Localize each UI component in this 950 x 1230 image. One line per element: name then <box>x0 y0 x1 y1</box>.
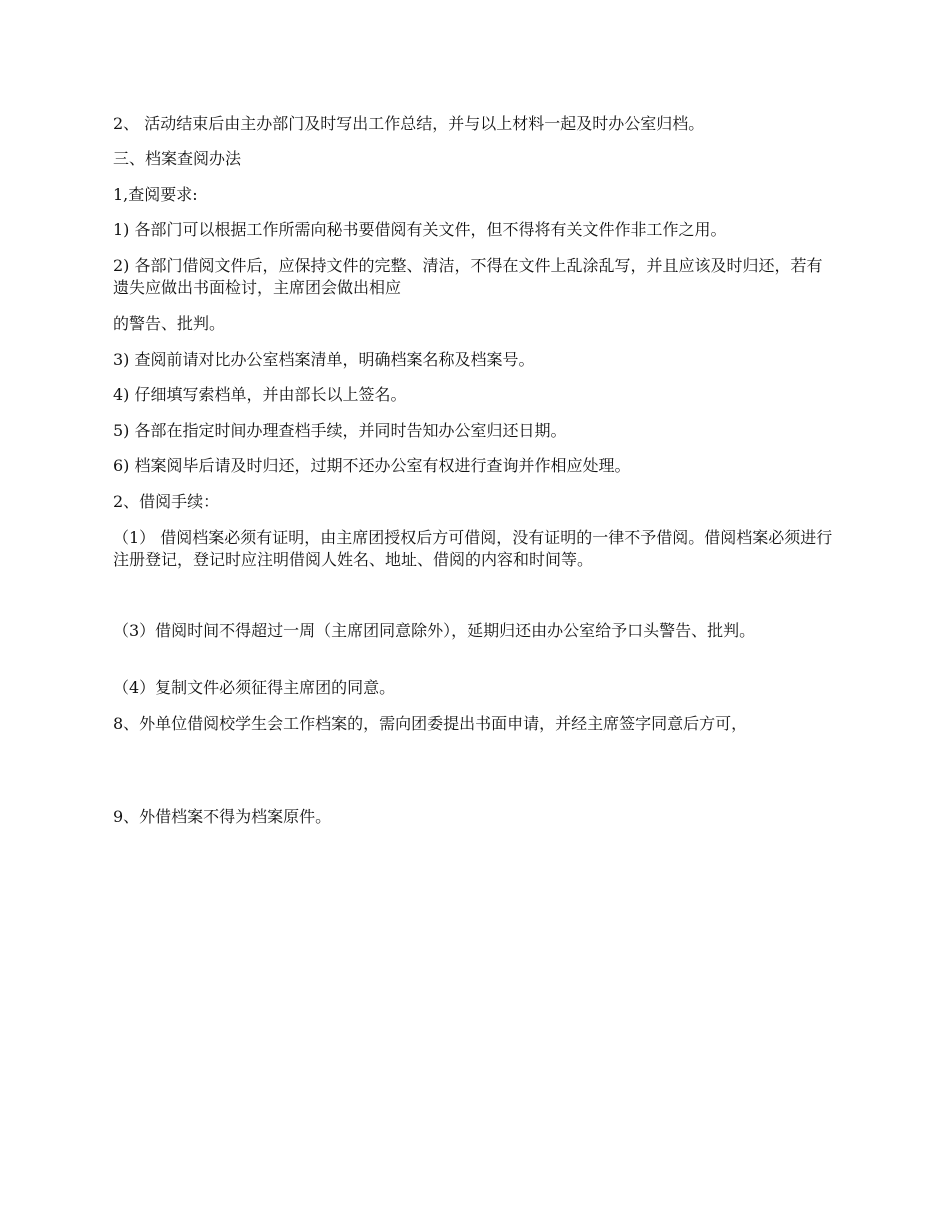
section-heading-archive-access: 三、档案查阅办法 <box>113 149 242 168</box>
paragraph-external-borrowing: 8、外单位借阅校学生会工作档案的，需向团委提出书面申请，并经主席签字同意后方可， <box>113 714 748 733</box>
paragraph-archiving-summary: 2、 活动结束后由主办部门及时写出工作总结，并与以上材料一起及时办公室归档。 <box>113 114 705 133</box>
paragraph-requirement-4: 4) 仔细填写索档单，并由部长以上签名。 <box>113 385 407 404</box>
paragraph-requirement-3: 3) 查阅前请对比办公室档案清单，明确档案名称及档案号。 <box>113 350 535 369</box>
paragraph-requirement-5: 5) 各部在指定时间办理查档手续，并同时告知办公室归还日期。 <box>113 421 567 440</box>
paragraph-procedure-4: （4）复制文件必须征得主席团的同意。 <box>113 678 396 697</box>
paragraph-procedure-3: （3）借阅时间不得超过一周（主席团同意除外），延期归还由办公室给予口头警告、批判。 <box>113 621 756 640</box>
paragraph-requirement-6: 6) 档案阅毕后请及时归还，过期不还办公室有权进行查询并作相应处理。 <box>113 456 631 475</box>
paragraph-requirement-2-continued: 的警告、批判。 <box>113 314 226 333</box>
paragraph-requirement-2: 2) 各部门借阅文件后，应保持文件的完整、清洁，不得在文件上乱涂乱写，并且应该及时归还，若有遗失应做出书面检讨，主席团会做出相应 <box>113 256 823 297</box>
paragraph-procedure-1: （1） 借阅档案必须有证明，由主席团授权后方可借阅，没有证明的一律不予借阅。借阅档案必须进行注册登记，登记时应注明借阅人姓名、地址、借阅的内容和时间等。 <box>113 528 833 569</box>
paragraph-no-originals: 9、外借档案不得为档案原件。 <box>113 807 332 826</box>
subheading-borrowing-procedures: 2、借阅手续： <box>113 492 220 511</box>
paragraph-requirement-1: 1) 各部门可以根据工作所需向秘书要借阅有关文件，但不得将有关文件作非工作之用。 <box>113 220 727 239</box>
subheading-access-requirements: 1,查阅要求: <box>113 185 198 204</box>
